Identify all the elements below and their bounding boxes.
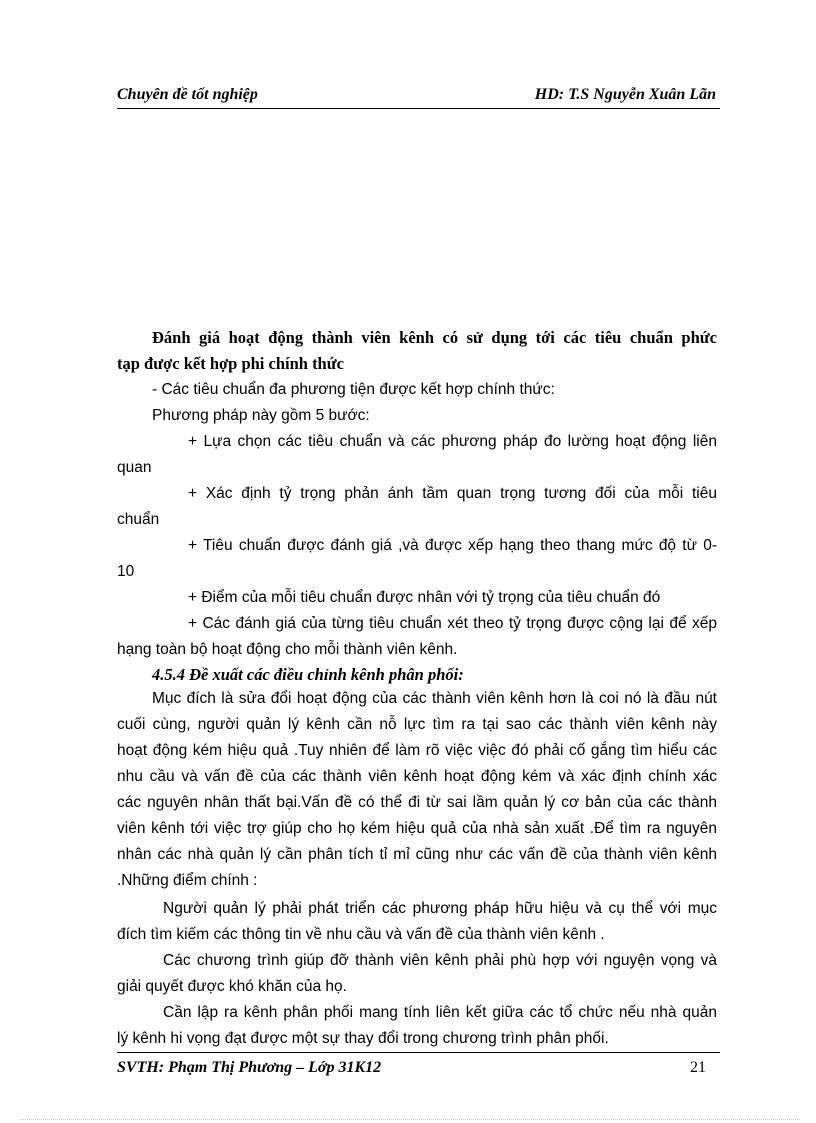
para1-line: viên kênh tới việc trợ giúp cho họ kém hiệu quả của nhà sản xuất .Để tìm ra nguyên — [117, 820, 717, 837]
para2-line: Người quản lý phải phát triển các phương pháp hữu hiệu và cụ thể với mục — [163, 900, 717, 917]
para4-line: Cần lập ra kênh phân phối mang tính liên kết giữa các tổ chức nếu nhà quản — [163, 1004, 717, 1021]
footer-student: SVTH: Phạm Thị Phương – Lớp 31K12 — [117, 1059, 382, 1076]
para1-line: Mục đích là sửa đổi hoạt động của các thành viên kênh hơn là coi nó là đầu nút — [152, 690, 717, 707]
page-number: 21 — [690, 1059, 706, 1076]
para-multi-criteria: - Các tiêu chuẩn đa phương tiện được kết hợp chính thức: — [152, 381, 555, 398]
step-2-line-1: + Xác định tỷ trọng phản ánh tầm quan trọng tương đối của mỗi tiêu — [188, 485, 717, 502]
step-5-line-2: hạng toàn bộ hoạt động cho mỗi thành viên kênh. — [117, 641, 458, 658]
header-course-title: Chuyên đề tốt nghiệp — [117, 86, 258, 103]
step-2-line-2: chuẩn — [117, 511, 160, 528]
page-bottom-border — [20, 1119, 800, 1120]
para1-line: nhân các nhà quản lý cần phân tích tỉ mỉ cũng như các vấn đề của thành viên kênh — [117, 846, 717, 863]
step-3-line-1: + Tiêu chuẩn được đánh giá ,và được xếp hạng theo thang mức độ từ 0- — [188, 537, 717, 554]
step-5-line-1: + Các đánh giá của từng tiêu chuẩn xét theo tỷ trọng được cộng lại để xếp — [188, 615, 717, 632]
step-4: + Điểm của mỗi tiêu chuẩn được nhân với tỷ trọng của tiêu chuẩn đó — [188, 589, 661, 606]
para1-line: hoạt động kém hiệu quả .Tuy nhiên để làm rõ việc việc đó phải cố gắng tìm hiểu các — [117, 742, 717, 759]
page-header — [117, 84, 720, 109]
para4-line: lý kênh hi vọng đạt được một sự thay đổi trong chương trình phân phối. — [117, 1030, 609, 1047]
para-five-steps: Phương pháp này gồm 5 bước: — [152, 407, 370, 424]
heading-line-1: Đánh giá hoạt động thành viên kênh có sử dụng tới các tiêu chuẩn phức — [152, 328, 717, 347]
page-footer — [117, 1052, 720, 1077]
para1-line: các nguyên nhân thất bại.Vấn đề có thể đi từ sai lầm quản lý cơ bản của các thành — [117, 794, 717, 811]
para1-line: .Những điểm chính : — [117, 872, 258, 889]
header-advisor: HD: T.S Nguyễn Xuân Lãn — [534, 86, 716, 103]
section-title: 4.5.4 Đề xuất các điều chỉnh kênh phân phối: — [152, 665, 464, 684]
heading-line-2: tạp được kết hợp phi chính thức — [117, 354, 344, 373]
para1-line: nhu cầu và vấn đề của các thành viên kênh hoạt động kém và xác định chính xác — [117, 768, 717, 785]
para2-line: đích tìm kiếm các thông tin về nhu cầu và vấn đề của thành viên kênh . — [117, 926, 605, 943]
step-3-line-2: 10 — [117, 563, 135, 580]
step-1-line-1: + Lựa chọn các tiêu chuẩn và các phương pháp đo lường hoạt động liên — [188, 433, 717, 450]
para3-line: giải quyết được khó khăn của họ. — [117, 978, 347, 995]
para1-line: cuối cùng, người quản lý kênh cần nỗ lực tìm ra tại sao các thành viên kênh này — [117, 716, 717, 733]
para3-line: Các chương trình giúp đỡ thành viên kênh phải phù hợp với nguyện vọng và — [163, 952, 717, 969]
step-1-line-2: quan — [117, 459, 152, 476]
